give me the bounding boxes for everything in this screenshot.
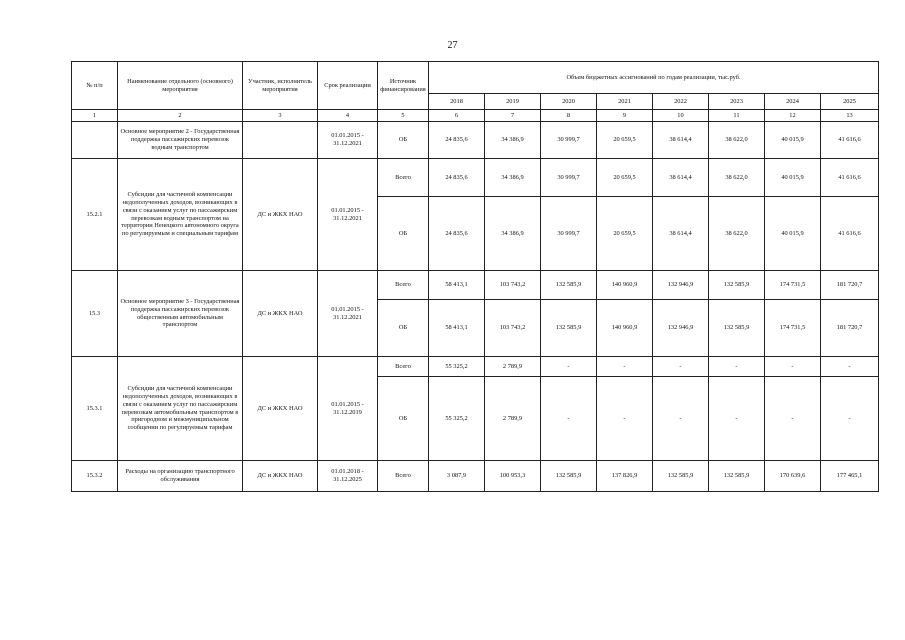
amount-cell: - <box>653 357 709 377</box>
amount-cell: 3 087,9 <box>429 461 485 492</box>
amount-cell: - <box>541 357 597 377</box>
header-year: 2018 <box>429 94 485 110</box>
amount-cell: 55 325,2 <box>429 357 485 377</box>
amount-cell: 132 946,9 <box>653 271 709 300</box>
amount-cell: 174 731,5 <box>765 271 821 300</box>
amount-cell: 132 585,9 <box>709 271 765 300</box>
funding-source: ОБ <box>378 197 429 271</box>
amount-cell: 38 622,0 <box>709 159 765 197</box>
table-row <box>72 122 879 159</box>
amount-cell: 38 614,4 <box>653 197 709 271</box>
header-source: Источник финансирования <box>378 62 429 110</box>
amount-cell: 24 835,6 <box>429 197 485 271</box>
funding-source: Всего <box>378 271 429 300</box>
amount-cell: 38 614,4 <box>653 159 709 197</box>
header-year: 2023 <box>709 94 765 110</box>
amount-cell: - <box>821 377 879 461</box>
amount-cell: 40 015,9 <box>765 159 821 197</box>
participant <box>243 122 318 159</box>
amount-cell: 103 743,2 <box>485 271 541 300</box>
header-volume: Объем бюджетных ассигнований по годам реализации, тыс.руб. <box>429 62 879 94</box>
amount-cell: 38 614,4 <box>653 122 709 159</box>
column-number: 12 <box>765 110 821 122</box>
period: 01.01.2015 - 31.12.2021 <box>318 122 378 159</box>
amount-cell: 140 960,9 <box>597 300 653 357</box>
column-number: 3 <box>243 110 318 122</box>
amount-cell: 132 946,9 <box>653 300 709 357</box>
header-year: 2022 <box>653 94 709 110</box>
amount-cell: - <box>709 357 765 377</box>
amount-cell: - <box>541 377 597 461</box>
amount-cell: 2 789,9 <box>485 377 541 461</box>
amount-cell: 38 622,0 <box>709 197 765 271</box>
header-year: 2020 <box>541 94 597 110</box>
amount-cell: 40 015,9 <box>765 197 821 271</box>
amount-cell: 100 953,3 <box>485 461 541 492</box>
amount-cell: 181 720,7 <box>821 271 879 300</box>
column-number: 6 <box>429 110 485 122</box>
amount-cell: 20 659,5 <box>597 159 653 197</box>
row-number: 15.3.2 <box>72 461 118 492</box>
funding-source: Всего <box>378 159 429 197</box>
amount-cell: 132 585,9 <box>653 461 709 492</box>
amount-cell: 41 616,6 <box>821 122 879 159</box>
page-number: 27 <box>447 40 458 51</box>
amount-cell: 132 585,9 <box>541 461 597 492</box>
table-row <box>72 461 879 492</box>
column-number: 10 <box>653 110 709 122</box>
measure-name: Основное мероприятие 2 - Государственная поддержка пассажирских перевозок водным транспортом <box>118 122 243 159</box>
participant: ДС и ЖКХ НАО <box>243 271 318 357</box>
amount-cell: 2 789,9 <box>485 357 541 377</box>
amount-cell: 103 743,2 <box>485 300 541 357</box>
column-number: 1 <box>72 110 118 122</box>
header-no: № п/п <box>72 62 118 110</box>
period: 01.01.2015 - 31.12.2019 <box>318 357 378 461</box>
participant: ДС и ЖКХ НАО <box>243 461 318 492</box>
amount-cell: 55 325,2 <box>429 377 485 461</box>
header-period: Срок реализации <box>318 62 378 110</box>
amount-cell: 132 585,9 <box>709 461 765 492</box>
amount-cell: 30 999,7 <box>541 197 597 271</box>
amount-cell: 170 639,6 <box>765 461 821 492</box>
amount-cell: - <box>821 357 879 377</box>
amount-cell: 58 413,1 <box>429 300 485 357</box>
amount-cell: - <box>765 357 821 377</box>
amount-cell: 181 720,7 <box>821 300 879 357</box>
table-row <box>72 357 879 377</box>
amount-cell: 132 585,9 <box>541 271 597 300</box>
budget-table <box>71 61 879 492</box>
amount-cell: 34 386,9 <box>485 122 541 159</box>
amount-cell: 41 616,6 <box>821 197 879 271</box>
measure-name: Субсидии для частичной компенсации недополученных доходов, возникающих в связи с оказанием услуг по пассажирским перевозкам водным транспортом на территории Ненецкого автономного округа по регулируемым и специальным тарифам <box>118 159 243 271</box>
amount-cell: 132 585,9 <box>709 300 765 357</box>
amount-cell: 24 835,6 <box>429 159 485 197</box>
amount-cell: - <box>597 377 653 461</box>
period: 01.01.2015 - 31.12.2021 <box>318 271 378 357</box>
amount-cell: - <box>597 357 653 377</box>
table-row <box>72 271 879 300</box>
funding-source: ОБ <box>378 377 429 461</box>
funding-source: ОБ <box>378 122 429 159</box>
column-number: 5 <box>378 110 429 122</box>
row-number: 15.3 <box>72 271 118 357</box>
amount-cell: - <box>765 377 821 461</box>
column-number: 4 <box>318 110 378 122</box>
amount-cell: 41 616,6 <box>821 159 879 197</box>
participant: ДС и ЖКХ НАО <box>243 357 318 461</box>
amount-cell: 20 659,5 <box>597 197 653 271</box>
amount-cell: - <box>709 377 765 461</box>
header-year: 2019 <box>485 94 541 110</box>
participant: ДС и ЖКХ НАО <box>243 159 318 271</box>
header-year: 2024 <box>765 94 821 110</box>
amount-cell: 38 622,0 <box>709 122 765 159</box>
amount-cell: 20 659,5 <box>597 122 653 159</box>
column-number: 11 <box>709 110 765 122</box>
period: 01.01.2015 - 31.12.2021 <box>318 159 378 271</box>
header-year: 2021 <box>597 94 653 110</box>
amount-cell: 30 999,7 <box>541 122 597 159</box>
measure-name: Субсидии для частичной компенсации недополученных доходов, возникающих в связи с оказанием услуг по пассажирским перевозкам автомобильным транспортом в пригородном и межмуниципальном сообщении по регулируемым тарифам <box>118 357 243 461</box>
row-number <box>72 122 118 159</box>
measure-name: Расходы на организацию транспортного обслуживания <box>118 461 243 492</box>
header-participant: Участник, исполнитель мероприятия <box>243 62 318 110</box>
amount-cell: 34 386,9 <box>485 159 541 197</box>
amount-cell: 40 015,9 <box>765 122 821 159</box>
header-name: Наименование отдельного (основного) мероприятия <box>118 62 243 110</box>
row-number: 15.2.1 <box>72 159 118 271</box>
amount-cell: 24 835,6 <box>429 122 485 159</box>
row-number: 15.3.1 <box>72 357 118 461</box>
funding-source: Всего <box>378 461 429 492</box>
column-number: 13 <box>821 110 879 122</box>
amount-cell: 34 386,9 <box>485 197 541 271</box>
period: 01.01.2018 - 31.12.2025 <box>318 461 378 492</box>
header-year: 2025 <box>821 94 879 110</box>
column-number: 8 <box>541 110 597 122</box>
amount-cell: 177 465,1 <box>821 461 879 492</box>
amount-cell: 58 413,1 <box>429 271 485 300</box>
amount-cell: 174 731,5 <box>765 300 821 357</box>
column-number: 2 <box>118 110 243 122</box>
measure-name: Основное мероприятие 3 - Государственная поддержка пассажирских перевозок общественным автомобильным транспортом <box>118 271 243 357</box>
table-row <box>72 159 879 197</box>
funding-source: Всего <box>378 357 429 377</box>
amount-cell: 137 826,9 <box>597 461 653 492</box>
amount-cell: 140 960,9 <box>597 271 653 300</box>
amount-cell: 30 999,7 <box>541 159 597 197</box>
column-number: 7 <box>485 110 541 122</box>
funding-source: ОБ <box>378 300 429 357</box>
amount-cell: - <box>653 377 709 461</box>
column-number: 9 <box>597 110 653 122</box>
amount-cell: 132 585,9 <box>541 300 597 357</box>
